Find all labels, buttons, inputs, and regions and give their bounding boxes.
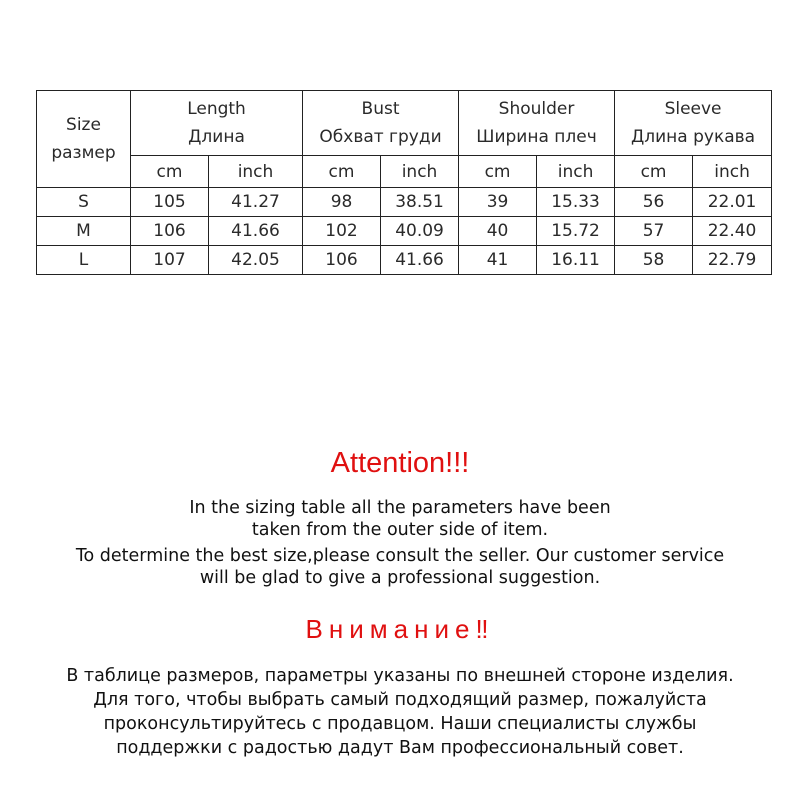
group-header-shoulder — [459, 91, 615, 156]
vnimanie-text — [0, 664, 800, 760]
value-cell: 41.66 — [381, 246, 459, 275]
value-cell: 22.40 — [693, 217, 772, 246]
attention-line: taken from the outer side of item. — [251, 520, 549, 540]
vnimanie-line: поддержки с радостью дадут Вам профессиональный совет. — [116, 738, 684, 758]
table-row — [37, 188, 772, 217]
vnimanie-line: проконсультируйтесь с продавцом. Наши специалисты службы — [103, 714, 697, 734]
group-en: Length — [187, 99, 246, 119]
group-header-sleeve — [615, 91, 772, 156]
group-ru: Ширина плеч — [476, 127, 597, 147]
unit-cell: inch — [693, 156, 772, 188]
value-cell: 42.05 — [209, 246, 303, 275]
value-cell: 15.72 — [537, 217, 615, 246]
vnimanie-title: Внимание‼ — [305, 614, 495, 644]
value-cell: 106 — [303, 246, 381, 275]
value-cell: 41 — [459, 246, 537, 275]
value-cell: 41.27 — [209, 188, 303, 217]
unit-cell: inch — [381, 156, 459, 188]
value-cell: 105 — [131, 188, 209, 217]
unit-cell: cm — [131, 156, 209, 188]
size-chart-table — [36, 90, 772, 275]
vnimanie-line: Для того, чтобы выбрать самый подходящий размер, пожалуйста — [93, 690, 707, 710]
size-cell: M — [37, 217, 131, 246]
value-cell: 56 — [615, 188, 693, 217]
unit-cell: inch — [537, 156, 615, 188]
value-cell: 38.51 — [381, 188, 459, 217]
unit-cell: cm — [615, 156, 693, 188]
value-cell: 40 — [459, 217, 537, 246]
value-cell: 107 — [131, 246, 209, 275]
size-cell: S — [37, 188, 131, 217]
attention-line: To determine the best size,please consult the seller. Our customer service — [75, 546, 725, 566]
attention-line: will be glad to give a professional suggestion. — [199, 568, 601, 588]
value-cell: 22.01 — [693, 188, 772, 217]
table-row — [37, 217, 772, 246]
vnimanie-line: В таблице размеров, параметры указаны по внешней стороне изделия. — [66, 666, 734, 686]
value-cell: 16.11 — [537, 246, 615, 275]
group-header-length — [131, 91, 303, 156]
group-en: Shoulder — [498, 99, 575, 119]
group-en: Sleeve — [664, 99, 722, 119]
value-cell: 40.09 — [381, 217, 459, 246]
value-cell: 102 — [303, 217, 381, 246]
attention-text — [0, 497, 800, 589]
group-ru: Обхват груди — [319, 127, 442, 147]
value-cell: 98 — [303, 188, 381, 217]
size-cell: L — [37, 246, 131, 275]
unit-cell: inch — [209, 156, 303, 188]
size-column-header — [37, 91, 131, 188]
unit-cell: cm — [459, 156, 537, 188]
table-row — [37, 246, 772, 275]
unit-header-row — [37, 156, 772, 188]
value-cell: 15.33 — [537, 188, 615, 217]
value-cell: 106 — [131, 217, 209, 246]
group-ru: Длина рукава — [630, 127, 756, 147]
value-cell: 39 — [459, 188, 537, 217]
attention-title: Attention!!! — [330, 447, 470, 479]
value-cell: 58 — [615, 246, 693, 275]
attention-line: In the sizing table all the parameters have been — [189, 498, 611, 518]
size-header-en: Size — [66, 115, 101, 135]
value-cell: 22.79 — [693, 246, 772, 275]
value-cell: 41.66 — [209, 217, 303, 246]
group-header-bust — [303, 91, 459, 156]
group-en: Bust — [361, 99, 400, 119]
unit-cell: cm — [303, 156, 381, 188]
value-cell: 57 — [615, 217, 693, 246]
group-ru: Длина — [188, 127, 245, 147]
size-header-ru: размер — [51, 143, 116, 163]
